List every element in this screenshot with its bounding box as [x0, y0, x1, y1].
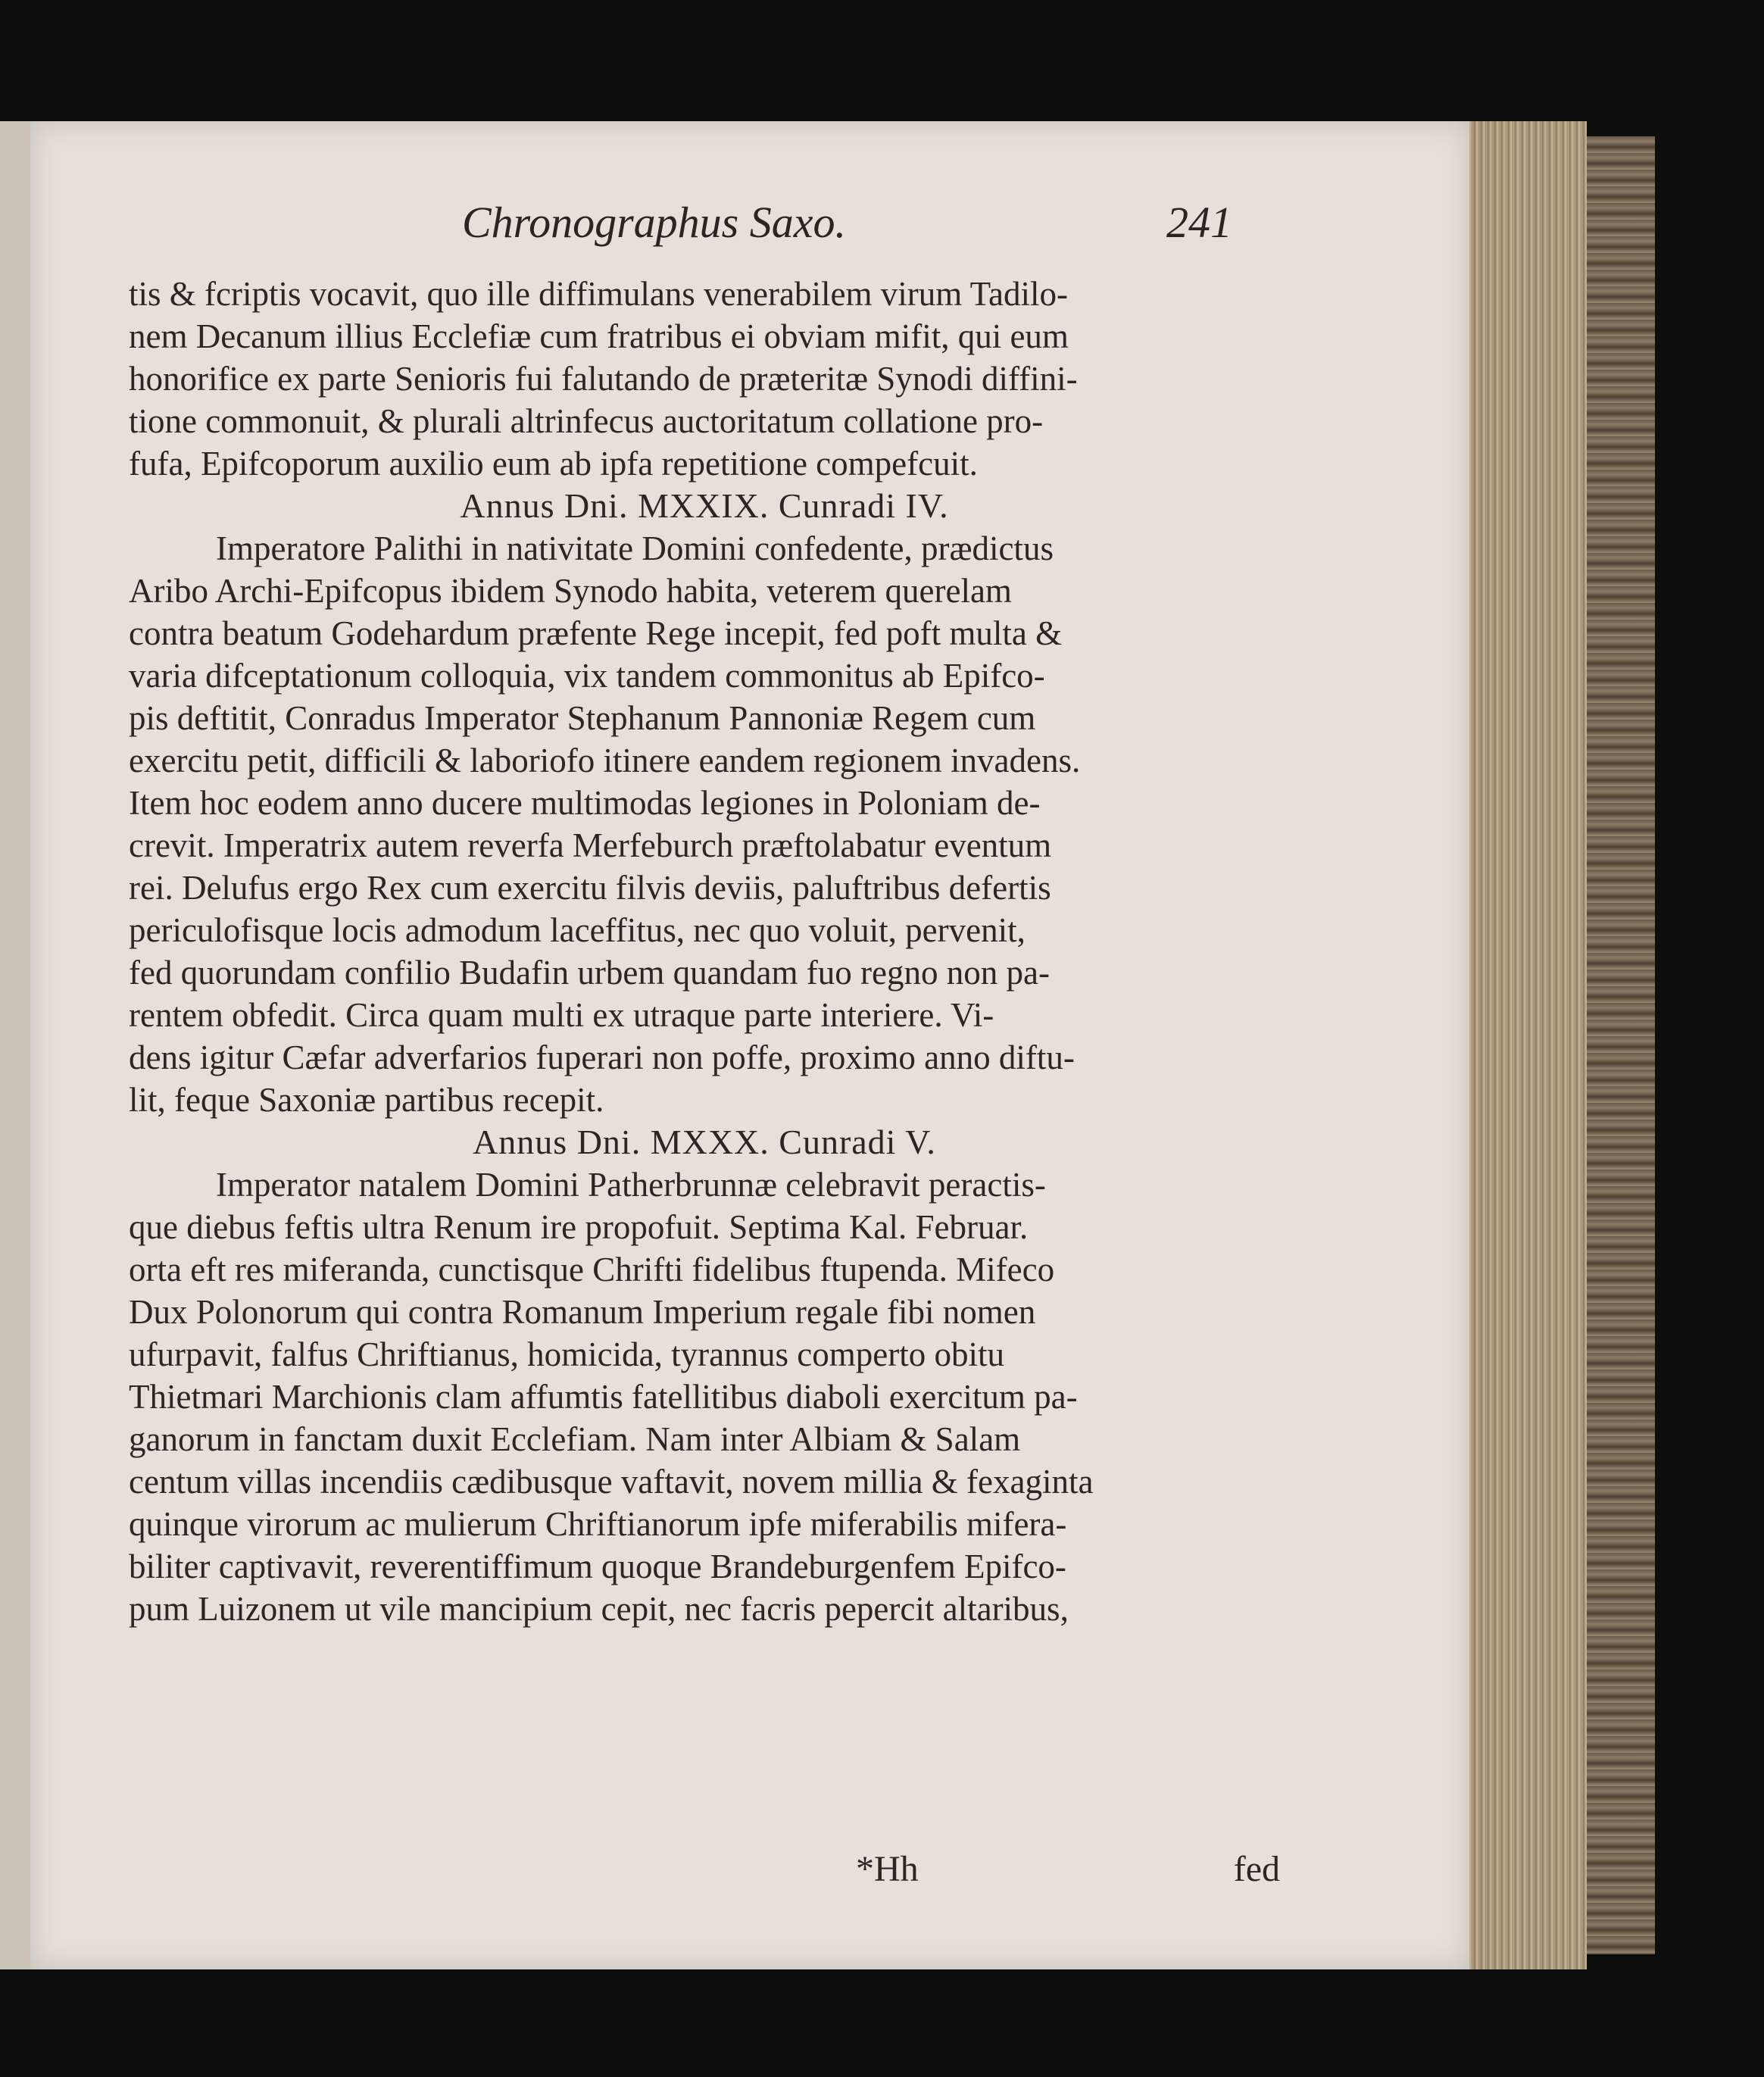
- book-cover-edge: [1587, 136, 1655, 1954]
- year-heading: Annus Dni. MXXX. Cunradi V.: [473, 1123, 936, 1161]
- text-line: honorifice ex parte Senioris fui falutando de præteritæ Synodi diffini-: [129, 360, 1078, 398]
- text-line: rentem obfedit. Circa quam multi ex utraque parte interiere. Vi-: [129, 996, 994, 1034]
- text-line: tione commonuit, & plurali altrinfecus auctoritatum collatione pro-: [129, 402, 1044, 440]
- catchword: fed: [1233, 1849, 1280, 1889]
- text-line: lit, feque Saxoniæ partibus recepit.: [129, 1081, 604, 1119]
- page-number: 241: [1166, 198, 1232, 247]
- text-line: fed quorundam confilio Budafin urbem quandam fuo regno non pa-: [129, 954, 1050, 992]
- text-line: Item hoc eodem anno ducere multimodas legiones in Poloniam de-: [129, 784, 1041, 822]
- text-line: contra beatum Godehardum præfente Rege incepit, fed poft multa &: [129, 614, 1063, 652]
- page-footer: [129, 1848, 1280, 1894]
- text-line: crevit. Imperatrix autem reverfa Merfeburch præftolabatur eventum: [129, 826, 1052, 864]
- text-line: Imperatore Palithi in nativitate Domini confedente, prædictus: [216, 529, 1054, 567]
- text-line: tis & fcriptis vocavit, quo ille diffimulans venerabilem virum Tadilo-: [129, 275, 1068, 313]
- left-page-edge: [0, 121, 30, 1969]
- running-title: Chronographus Saxo.: [462, 198, 846, 247]
- text-line: nem Decanum illius Ecclefiæ cum fratribus ei obviam mifit, qui eum: [129, 317, 1069, 355]
- page-header: [30, 197, 1469, 258]
- text-line: Aribo Archi-Epifcopus ibidem Synodo habita, veterem querelam: [129, 572, 1012, 610]
- book-fore-edge: [1466, 121, 1587, 1969]
- text-line: periculofisque locis admodum laceffitus, nec quo voluit, pervenit,: [129, 911, 1026, 949]
- text-line: varia difceptationum colloquia, vix tandem commonitus ab Epifco-: [129, 657, 1045, 695]
- text-line: orta eft res miferanda, cunctisque Chrifti fidelibus ftupenda. Mifeco: [129, 1251, 1055, 1288]
- book-page: [30, 121, 1469, 1969]
- text-line: pis deftitit, Conradus Imperator Stephanum Pannoniæ Regem cum: [129, 699, 1036, 737]
- text-line: que diebus feftis ultra Renum ire propofuit. Septima Kal. Februar.: [129, 1208, 1029, 1246]
- year-heading: Annus Dni. MXXIX. Cunradi IV.: [460, 486, 949, 525]
- text-line: ganorum in fanctam duxit Ecclefiam. Nam inter Albiam & Salam: [129, 1420, 1021, 1458]
- text-line: Imperator natalem Domini Patherbrunnæ celebravit peractis-: [216, 1166, 1046, 1204]
- signature-mark: *Hh: [856, 1849, 919, 1889]
- text-line: pum Luizonem ut vile mancipium cepit, nec facris pepercit altaribus,: [129, 1590, 1069, 1628]
- text-line: exercitu petit, difficili & laboriofo itinere eandem regionem invadens.: [129, 742, 1081, 779]
- text-line: ufurpavit, falfus Chriftianus, homicida, tyrannus comperto obitu: [129, 1335, 1005, 1373]
- text-line: quinque virorum ac mulierum Chriftianorum ipfe miferabilis mifera-: [129, 1505, 1067, 1543]
- text-line: fufa, Epifcoporum auxilio eum ab ipfa repetitione compefcuit.: [129, 445, 978, 483]
- text-line: biliter captivavit, reverentiffimum quoque Brandeburgenfem Epifco-: [129, 1548, 1066, 1585]
- text-line: Dux Polonorum qui contra Romanum Imperium regale fibi nomen: [129, 1293, 1036, 1331]
- text-line: rei. Delufus ergo Rex cum exercitu filvis deviis, paluftribus defertis: [129, 869, 1051, 907]
- body-text: [129, 273, 1280, 1630]
- text-line: centum villas incendiis cædibusque vaftavit, novem millia & fexaginta: [129, 1463, 1094, 1501]
- text-line: dens igitur Cæfar adverfarios fuperari non poffe, proximo anno diftu-: [129, 1038, 1075, 1076]
- text-line: Thietmari Marchionis clam affumtis fatellitibus diaboli exercitum pa-: [129, 1378, 1078, 1416]
